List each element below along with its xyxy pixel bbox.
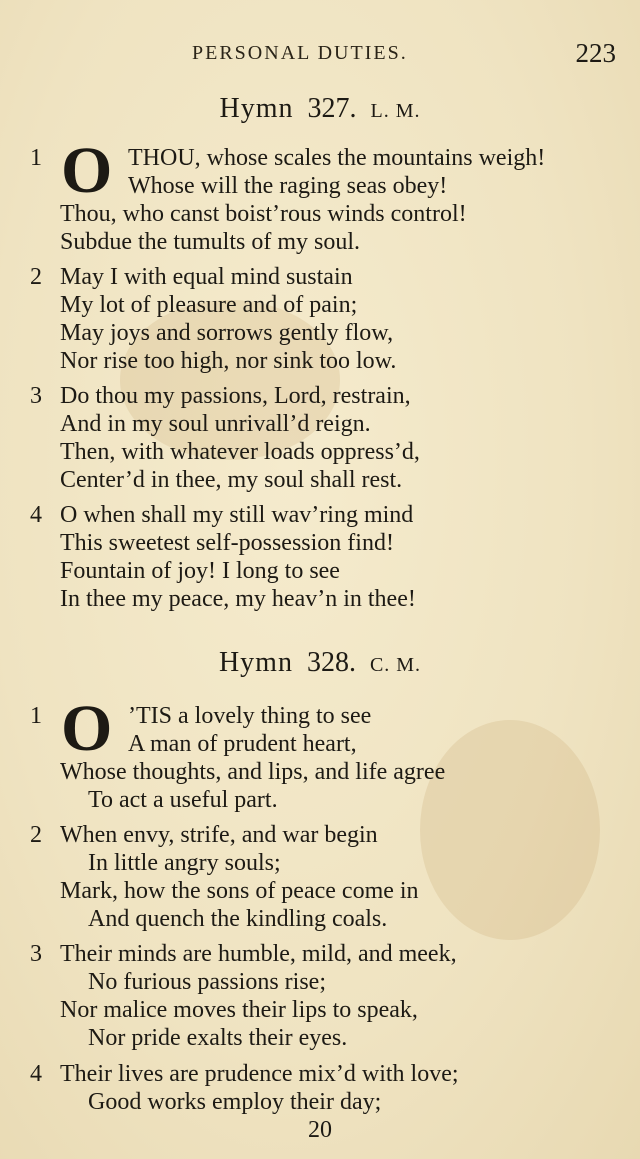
verse-line: Fountain of joy! I long to see <box>60 558 340 584</box>
hymn-meter: C. M. <box>369 654 422 676</box>
verse-line: My lot of pleasure and of pain; <box>60 292 358 318</box>
stanza-number: 4 <box>30 502 42 528</box>
verse-line: In thee my peace, my heav’n in thee! <box>60 586 416 612</box>
verse-line: Nor rise too high, nor sink too low. <box>60 348 397 374</box>
verse-line: May I with equal mind sustain <box>60 264 353 290</box>
verse-line: A man of prudent heart, <box>128 731 357 757</box>
verse-line: Good works employ their day; <box>88 1089 382 1115</box>
verse-line: In little angry souls; <box>88 850 281 876</box>
verse-line: Nor pride exalts their eyes. <box>88 1025 348 1051</box>
hymn-meter: L. M. <box>370 100 421 122</box>
page-number: 223 <box>575 38 616 68</box>
verse-line: To act a useful part. <box>88 787 278 813</box>
signature-mark: 20 <box>308 1117 332 1143</box>
verse-line: Their lives are prudence mix’d with love; <box>60 1061 459 1087</box>
verse-line: This sweetest self-possession find! <box>60 530 394 556</box>
verse-line: No furious passions rise; <box>88 969 326 995</box>
verse-line: Do thou my passions, Lord, restrain, <box>60 383 411 409</box>
verse-line: And in my soul unrivall’d reign. <box>60 411 371 437</box>
hymn-title <box>0 647 640 679</box>
stanza-number: 3 <box>30 383 42 409</box>
page-header <box>0 38 640 70</box>
hymn-title <box>0 93 640 125</box>
verse-line: Mark, how the sons of peace come in <box>60 878 419 904</box>
stanza-number: 1 <box>30 703 42 729</box>
stanza <box>30 821 630 933</box>
stanza-number: 4 <box>30 1061 42 1087</box>
stanza <box>30 382 630 494</box>
drop-capital: O <box>61 134 113 207</box>
stanza <box>30 692 630 814</box>
drop-capital: O <box>61 692 113 765</box>
hymn-number: 328. <box>306 647 356 678</box>
stanza <box>30 1060 630 1116</box>
verse-line: Then, with whatever loads oppress’d, <box>60 439 420 465</box>
verse-line: O when shall my still wav’ring mind <box>60 502 414 528</box>
verse-line: And quench the kindling coals. <box>88 906 388 932</box>
stanza <box>30 134 630 256</box>
verse-line: THOU, whose scales the mountains weigh! <box>128 145 546 171</box>
verse-line: ’TIS a lovely thing to see <box>128 703 372 729</box>
stanza <box>30 263 630 375</box>
verse-line: Subdue the tumults of my soul. <box>60 229 360 255</box>
stanza-number: 2 <box>30 822 42 848</box>
stanza <box>30 940 630 1052</box>
verse-line: Their minds are humble, mild, and meek, <box>60 941 457 967</box>
verse-line: Nor malice moves their lips to speak, <box>60 997 418 1023</box>
verse-line: When envy, strife, and war begin <box>60 822 378 848</box>
verse-line: May joys and sorrows gently flow, <box>60 320 394 346</box>
hymn-label: Hymn <box>218 647 293 678</box>
stanza-number: 2 <box>30 264 42 290</box>
hymn-label: Hymn <box>219 93 294 124</box>
verse-line: Whose will the raging seas obey! <box>128 173 448 199</box>
hymn-number: 327. <box>307 93 357 124</box>
running-head: PERSONAL DUTIES. <box>192 42 408 64</box>
verse-line: Whose thoughts, and lips, and life agree <box>60 759 446 785</box>
stanza <box>30 501 630 613</box>
verse-line: Center’d in thee, my soul shall rest. <box>60 467 403 493</box>
stanza-number: 1 <box>30 145 42 171</box>
stanza-number: 3 <box>30 941 42 967</box>
verse-line: Thou, who canst boist’rous winds control! <box>60 201 467 227</box>
